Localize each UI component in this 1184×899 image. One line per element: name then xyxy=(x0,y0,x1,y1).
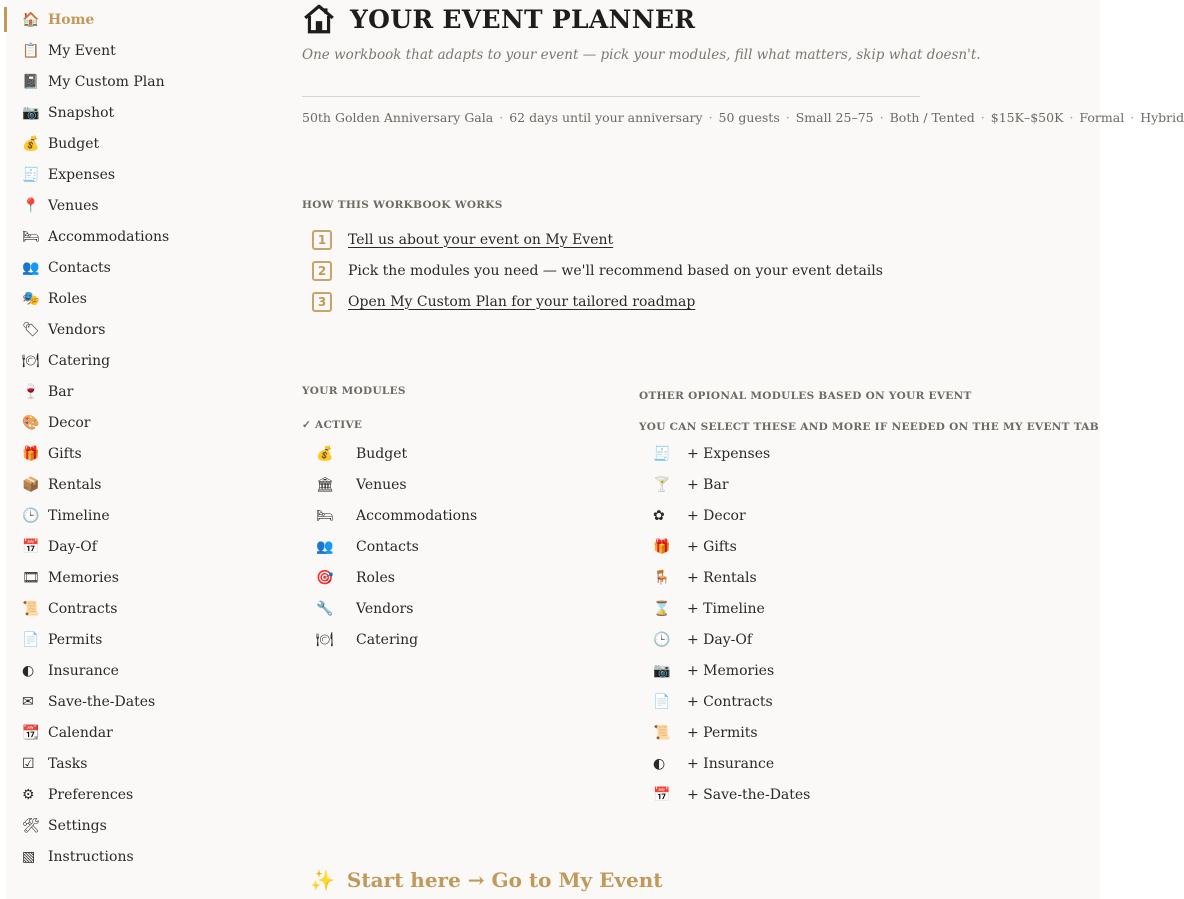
notebook-icon: 📓 xyxy=(22,73,40,90)
sidebar-item-label: Memories xyxy=(48,569,119,586)
page-title: YOUR EVENT PLANNER xyxy=(350,4,696,34)
module-label: + Day-Of xyxy=(687,631,753,648)
sidebar-item-label: Day-Of xyxy=(48,538,97,555)
module-item-bar[interactable] xyxy=(639,469,810,500)
module-item-save-the-dates[interactable] xyxy=(639,779,810,810)
step-link[interactable]: Open My Custom Plan for your tailored roadmap xyxy=(348,293,696,310)
separator: · xyxy=(1069,110,1074,125)
sidebar-item-label: Decor xyxy=(48,414,91,431)
sidebar-item-label: Roles xyxy=(48,290,87,307)
sidebar-item-label: Contracts xyxy=(48,600,118,617)
shield-icon: ◐ xyxy=(22,662,35,679)
sidebar-item-label: Budget xyxy=(48,135,100,152)
chair-icon: 🪑 xyxy=(653,569,671,586)
house-icon: 🏠 xyxy=(22,11,40,28)
sidebar-item-day-of[interactable] xyxy=(6,531,276,562)
people-icon: 👥 xyxy=(22,259,40,276)
sidebar-item-settings[interactable] xyxy=(6,810,276,841)
gift-icon: 🎁 xyxy=(653,538,671,555)
separator: · xyxy=(708,110,713,125)
money-bag-icon: 💰 xyxy=(316,445,334,462)
module-item-contacts[interactable] xyxy=(302,531,477,562)
summary-item: Small 25–75 xyxy=(795,110,874,125)
module-item-expenses[interactable] xyxy=(639,438,810,469)
summary-item: Formal xyxy=(1079,110,1125,125)
module-label: + Save-the-Dates xyxy=(687,786,811,803)
sidebar-item-venues[interactable] xyxy=(6,190,276,221)
sidebar-item-label: Rentals xyxy=(48,476,102,493)
sidebar-item-my-event[interactable] xyxy=(6,35,276,66)
hourglass-icon: ⌛ xyxy=(653,600,671,617)
your-modules-label: YOUR MODULES xyxy=(302,385,406,397)
sidebar-item-accommodations[interactable] xyxy=(6,221,276,252)
wine-glass-icon: 🍷 xyxy=(22,383,40,400)
sidebar xyxy=(6,4,276,872)
active-modules-list xyxy=(302,438,477,655)
envelope-icon: ✉ xyxy=(22,693,34,710)
steps-list xyxy=(312,224,883,317)
module-item-decor[interactable] xyxy=(639,500,810,531)
step-number-badge: 3 xyxy=(312,292,332,312)
module-item-accommodations[interactable] xyxy=(302,500,477,531)
sidebar-item-label: Timeline xyxy=(48,507,110,524)
module-label: + Memories xyxy=(687,662,775,679)
sidebar-item-label: Catering xyxy=(48,352,111,369)
sidebar-item-budget[interactable] xyxy=(6,128,276,159)
module-item-vendors[interactable] xyxy=(302,593,477,624)
module-label: Contacts xyxy=(356,538,419,555)
shield-icon: ◐ xyxy=(653,755,666,772)
module-label: + Expenses xyxy=(687,445,771,462)
sidebar-item-bar[interactable] xyxy=(6,376,276,407)
module-label: + Gifts xyxy=(687,538,737,555)
separator: · xyxy=(879,110,884,125)
sidebar-item-label: Home xyxy=(48,11,95,28)
module-item-day-of[interactable] xyxy=(639,624,810,655)
pin-icon: 📍 xyxy=(22,197,40,214)
sidebar-item-label: Tasks xyxy=(48,755,88,772)
sidebar-item-instructions[interactable] xyxy=(6,841,276,872)
step-2 xyxy=(312,255,883,286)
sidebar-item-expenses[interactable] xyxy=(6,159,276,190)
bed-icon: 🛏 xyxy=(316,507,334,524)
sidebar-item-label: Contacts xyxy=(48,259,111,276)
module-label: + Decor xyxy=(687,507,746,524)
sidebar-item-tasks[interactable] xyxy=(6,748,276,779)
start-here-link[interactable] xyxy=(310,868,663,892)
clock-icon: 🕒 xyxy=(653,631,671,648)
separator: · xyxy=(785,110,790,125)
summary-item: $15K–$50K xyxy=(990,110,1064,125)
calendar-day-icon: 📅 xyxy=(22,538,40,555)
separator: · xyxy=(980,110,985,125)
sidebar-item-label: My Event xyxy=(48,42,116,59)
module-label: Venues xyxy=(356,476,407,493)
gear-icon: ⚙ xyxy=(22,786,35,803)
receipt-icon: 🧾 xyxy=(22,166,40,183)
summary-item: 50th Golden Anniversary Gala xyxy=(302,110,494,125)
step-3 xyxy=(312,286,883,317)
module-item-contracts[interactable] xyxy=(639,686,810,717)
sidebar-item-label: Calendar xyxy=(48,724,113,741)
scroll-icon: 📜 xyxy=(653,724,671,741)
sidebar-item-preferences[interactable] xyxy=(6,779,276,810)
module-label: Budget xyxy=(356,445,408,462)
step-1 xyxy=(312,224,883,255)
sidebar-item-rentals[interactable] xyxy=(6,469,276,500)
optional-modules-label: OTHER OPIONAL MODULES BASED ON YOUR EVENT xyxy=(639,390,972,402)
house-icon xyxy=(302,2,336,36)
sidebar-item-label: Preferences xyxy=(48,786,134,803)
optional-modules-note: YOU CAN SELECT THESE AND MORE IF NEEDED ON THE MY EVENT TAB xyxy=(639,421,1099,433)
sidebar-item-label: Accommodations xyxy=(48,228,170,245)
sidebar-item-label: Permits xyxy=(48,631,103,648)
summary-item: 50 guests xyxy=(718,110,780,125)
clock-icon: 🕒 xyxy=(22,507,40,524)
module-label: Vendors xyxy=(356,600,414,617)
summary-item: Hybrid xyxy=(1140,110,1184,125)
sidebar-item-label: Bar xyxy=(48,383,74,400)
masks-icon: 🎭 xyxy=(22,290,40,307)
module-label: + Bar xyxy=(687,476,729,493)
tools-icon: 🛠 xyxy=(22,817,40,834)
sidebar-item-memories[interactable] xyxy=(6,562,276,593)
step-number-badge: 2 xyxy=(312,261,332,281)
box-icon: 📦 xyxy=(22,476,40,493)
sidebar-item-home[interactable] xyxy=(6,4,276,35)
target-icon: 🎯 xyxy=(316,569,334,586)
sparkles-icon: ✨ xyxy=(310,868,335,892)
module-item-permits[interactable] xyxy=(639,717,810,748)
module-label: Accommodations xyxy=(356,507,478,524)
module-label: Catering xyxy=(356,631,419,648)
receipt-icon: 🧾 xyxy=(653,445,671,462)
module-label: Roles xyxy=(356,569,395,586)
event-summary xyxy=(302,110,1184,125)
document-icon: 📄 xyxy=(22,631,40,648)
sidebar-item-label: Settings xyxy=(48,817,107,834)
sidebar-item-insurance[interactable] xyxy=(6,655,276,686)
sidebar-item-label: Expenses xyxy=(48,166,116,183)
cocktail-icon: 🍸 xyxy=(653,476,671,493)
how-it-works-label: HOW THIS WORKBOOK WORKS xyxy=(302,199,503,211)
module-item-roles[interactable] xyxy=(302,562,477,593)
calendar-icon: 📆 xyxy=(22,724,40,741)
bank-icon: 🏛 xyxy=(316,476,334,493)
summary-item: 62 days until your anniversary xyxy=(509,110,703,125)
camera-icon: 📷 xyxy=(653,662,671,679)
separator: · xyxy=(1130,110,1135,125)
gift-icon: 🎁 xyxy=(22,445,40,462)
sidebar-item-vendors[interactable] xyxy=(6,314,276,345)
sidebar-item-decor[interactable] xyxy=(6,407,276,438)
module-label: + Rentals xyxy=(687,569,757,586)
sidebar-item-label: My Custom Plan xyxy=(48,73,165,90)
sidebar-item-label: Save-the-Dates xyxy=(48,693,156,710)
sidebar-item-roles[interactable] xyxy=(6,283,276,314)
page-subtitle: One workbook that adapts to your event — pick your modules, fill what matters, skip what doesn't. xyxy=(302,47,981,63)
step-text: Pick the modules you need — we'll recommend based on your event details xyxy=(348,262,883,279)
sidebar-item-calendar[interactable] xyxy=(6,717,276,748)
sidebar-item-label: Snapshot xyxy=(48,104,115,121)
palette-icon: 🎨 xyxy=(22,414,40,431)
module-item-timeline[interactable] xyxy=(639,593,810,624)
module-item-budget[interactable] xyxy=(302,438,477,469)
bed-icon: 🛏 xyxy=(22,228,40,245)
plate-icon: 🍽 xyxy=(22,352,40,369)
sidebar-item-label: Venues xyxy=(48,197,99,214)
optional-modules-list xyxy=(639,438,810,810)
active-label: ✓ ACTIVE xyxy=(302,419,363,431)
sidebar-item-label: Insurance xyxy=(48,662,119,679)
step-link[interactable]: Tell us about your event on My Event xyxy=(348,231,614,248)
module-label: + Timeline xyxy=(687,600,765,617)
module-item-venues[interactable] xyxy=(302,469,477,500)
calendar-icon: 📅 xyxy=(653,786,671,803)
step-number-badge: 1 xyxy=(312,230,332,250)
sidebar-item-contacts[interactable] xyxy=(6,252,276,283)
sidebar-item-contracts[interactable] xyxy=(6,593,276,624)
module-label: + Insurance xyxy=(687,755,775,772)
sidebar-item-snapshot[interactable] xyxy=(6,97,276,128)
sidebar-item-gifts[interactable] xyxy=(6,438,276,469)
sidebar-item-timeline[interactable] xyxy=(6,500,276,531)
module-item-memories[interactable] xyxy=(639,655,810,686)
checkbox-icon: ☑ xyxy=(22,755,35,772)
separator: · xyxy=(499,110,504,125)
page xyxy=(6,0,1184,899)
wrench-icon: 🔧 xyxy=(316,600,334,617)
sidebar-item-label: Instructions xyxy=(48,848,134,865)
sidebar-item-label: Gifts xyxy=(48,445,82,462)
page-header xyxy=(302,2,695,36)
people-icon: 👥 xyxy=(316,538,334,555)
scroll-icon: 📜 xyxy=(22,600,40,617)
money-bag-icon: 💰 xyxy=(22,135,40,152)
module-label: + Contracts xyxy=(687,693,773,710)
divider xyxy=(302,96,920,97)
sidebar-item-catering[interactable] xyxy=(6,345,276,376)
sidebar-item-my-custom-plan[interactable] xyxy=(6,66,276,97)
module-item-rentals[interactable] xyxy=(639,562,810,593)
summary-item: Both / Tented xyxy=(889,110,975,125)
sidebar-item-label: Vendors xyxy=(48,321,106,338)
module-item-catering[interactable] xyxy=(302,624,477,655)
tag-icon: 🏷 xyxy=(22,321,40,338)
module-label: + Permits xyxy=(687,724,758,741)
module-item-insurance[interactable] xyxy=(639,748,810,779)
start-here-label: Start here → Go to My Event xyxy=(346,868,663,892)
plate-icon: 🍽 xyxy=(316,631,334,648)
camera-icon: 📷 xyxy=(22,104,40,121)
sidebar-item-permits[interactable] xyxy=(6,624,276,655)
module-item-gifts[interactable] xyxy=(639,531,810,562)
document-icon: 📄 xyxy=(653,693,671,710)
clipboard-icon: 📋 xyxy=(22,42,40,59)
film-icon: 🎞 xyxy=(22,569,40,586)
flower-icon: ✿ xyxy=(653,507,665,524)
sidebar-item-save-the-dates[interactable] xyxy=(6,686,276,717)
pattern-icon: ▧ xyxy=(22,848,36,865)
